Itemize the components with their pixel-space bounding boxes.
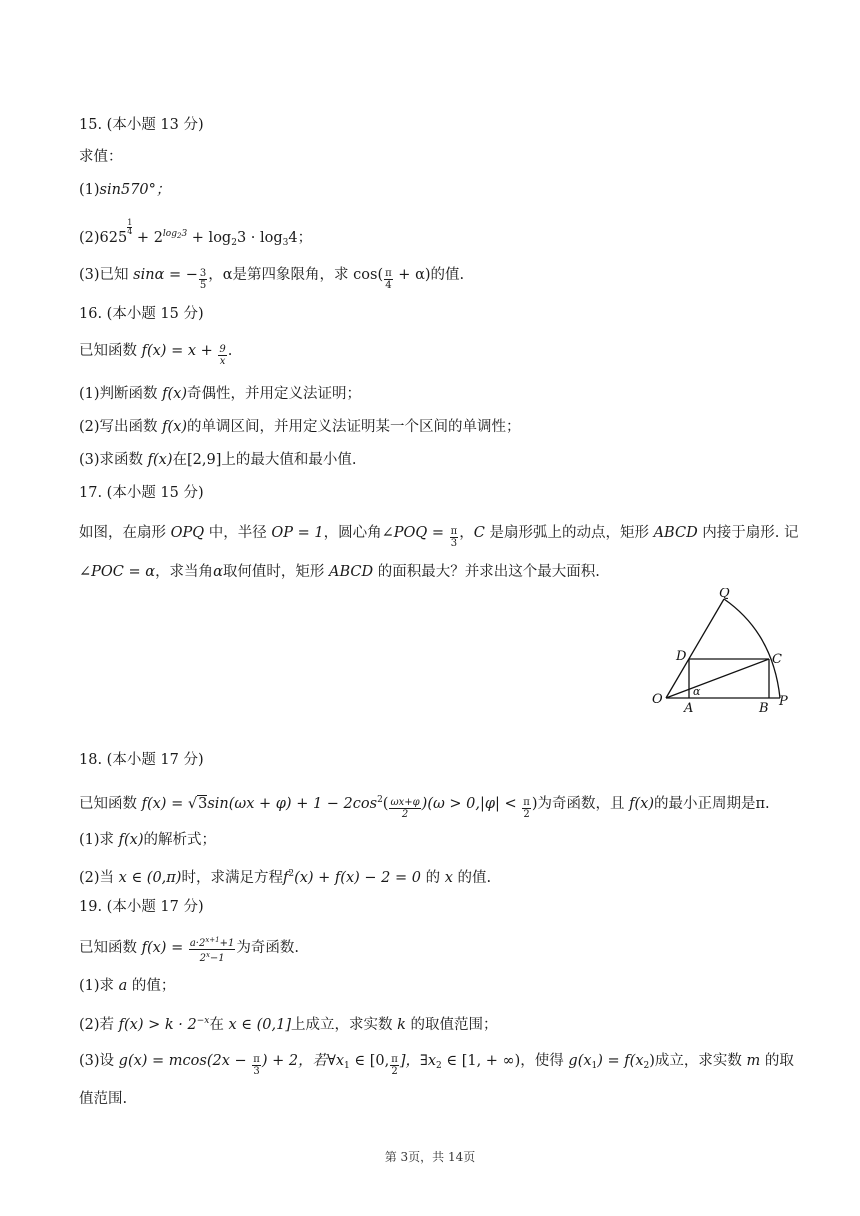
math-expr: f(x) <box>162 419 188 435</box>
exp: 2 <box>377 795 383 805</box>
q15-part3 <box>79 264 789 291</box>
math-expr: f(x) <box>147 452 173 468</box>
text: 的取 <box>760 1053 794 1069</box>
math-expr: α <box>213 564 223 580</box>
q19-intro <box>79 935 789 964</box>
math-expr: x <box>444 870 453 886</box>
q15-header: 15. (本小题 13 分) <box>79 117 204 133</box>
q17-header: 17. (本小题 15 分) <box>79 485 204 501</box>
math-expr: ∈ [1, + ∞)，使得 <box>441 1053 569 1069</box>
frac-num <box>189 935 236 950</box>
text: 的值. <box>452 870 492 886</box>
frac-den: 5 <box>199 280 207 291</box>
segment-oc <box>666 659 769 698</box>
exp-log-base: 2 <box>176 232 182 240</box>
subscript: 1 <box>344 1061 350 1071</box>
exp-log-text: log <box>162 229 177 239</box>
text: (1)判断函数 <box>79 386 163 402</box>
fraction <box>450 526 459 549</box>
fraction <box>389 797 420 820</box>
q15-intro: 求值： <box>79 149 123 165</box>
num-base: a·2 <box>189 938 206 949</box>
q19-header: 19. (本小题 17 分) <box>79 899 204 915</box>
frac-num: 3 <box>199 268 207 279</box>
frac-num: π <box>523 797 530 808</box>
text: (3)求函数 <box>79 452 148 468</box>
text: 的 <box>420 870 445 886</box>
math-expr: f <box>282 870 289 886</box>
frac-den: 2 <box>401 809 409 820</box>
frac-den: 2 <box>391 1066 398 1077</box>
math-expr: k <box>397 1017 406 1033</box>
text: (2)若 <box>79 1017 119 1033</box>
page-footer: 第 3页，共 14页 <box>384 1150 476 1164</box>
text: . <box>227 343 233 359</box>
text: )成立，求实数 <box>649 1053 747 1069</box>
text: 上成立，求实数 <box>290 1017 398 1033</box>
frac-num: π <box>391 1054 398 1065</box>
label-a: A <box>684 701 694 713</box>
math-expr: sinα = − <box>133 267 198 283</box>
q16-intro <box>79 340 789 367</box>
math-expr: f(x) = <box>141 796 188 812</box>
q18-line1 <box>79 789 789 820</box>
log-base: 2 <box>231 238 237 248</box>
fraction <box>199 268 207 291</box>
text: 在[2,9]上的最大值和最小值. <box>172 452 357 468</box>
text: ，求当角 <box>155 564 214 580</box>
math-expr: ) = f(x <box>597 1053 644 1069</box>
math-expr: g(x <box>568 1053 592 1069</box>
fraction <box>390 1054 399 1077</box>
math-expr: ) + 2 <box>261 1053 299 1069</box>
math-op: + log <box>187 230 232 246</box>
math-expr: g(x) = mcos(2x − <box>118 1053 252 1069</box>
math-expr: f(x) > k · 2 <box>118 1017 197 1033</box>
label-p: P <box>779 694 788 709</box>
exp: −x <box>196 1016 210 1026</box>
text: ( <box>382 796 389 812</box>
math-expr: OP = 1 <box>271 525 324 541</box>
subscript: 2 <box>436 1061 442 1071</box>
text: 内接于扇形. 记 <box>697 525 799 541</box>
text: 的面积最大？并求出这个最大面积. <box>373 564 600 580</box>
math-expr: x ∈ (0,1] <box>228 1017 291 1033</box>
text: 为奇函数. <box>236 940 299 956</box>
text: (2)写出函数 <box>79 419 163 435</box>
text: (3)设 <box>79 1053 119 1069</box>
math-expr: ∈ [0, <box>349 1053 390 1069</box>
label-q: Q <box>719 588 730 601</box>
part-label: (2) <box>79 230 100 246</box>
text: ， <box>459 525 474 541</box>
label-alpha: α <box>693 685 701 698</box>
arc-pq <box>724 599 780 698</box>
frac-num: π <box>385 268 392 279</box>
math-expr: ABCD <box>653 525 698 541</box>
math-expr: ，若∀x <box>298 1053 345 1069</box>
text: 是扇形弧上的动点，矩形 <box>484 525 654 541</box>
frac-num: 9 <box>219 344 226 355</box>
label-b: B <box>759 701 769 713</box>
q15-part1 <box>79 179 789 201</box>
math-expr: f(x) <box>629 796 654 812</box>
text: (2)当 <box>79 870 119 886</box>
sqrt-arg: 3 <box>198 796 208 812</box>
frac-num: π <box>450 526 458 537</box>
den-tail: −1 <box>209 953 225 964</box>
frac-num: π <box>253 1054 260 1065</box>
fraction <box>384 268 393 291</box>
q19-part3-cont: 值范围. <box>79 1091 128 1107</box>
q19-part1 <box>79 975 789 997</box>
math-expr: 3 · log <box>236 230 283 246</box>
q18-part2 <box>79 863 789 889</box>
exp: 2 <box>288 869 295 879</box>
fraction <box>252 1054 261 1077</box>
math-expr: m <box>746 1053 761 1069</box>
subscript: 1 <box>591 1061 598 1071</box>
text: 在 <box>209 1017 229 1033</box>
text: 的取值范围； <box>405 1017 498 1033</box>
label-o: O <box>652 692 663 707</box>
math-expr: )(ω > 0,|φ| < <box>421 796 522 812</box>
math-expr: ABCD <box>328 564 374 580</box>
text: 的单调区间，并用定义法证明某一个区间的单调性； <box>187 419 521 435</box>
label-c: C <box>772 652 782 667</box>
math-expr: 4； <box>288 230 313 246</box>
part-label: (1) <box>79 182 100 198</box>
text: 的值； <box>127 978 176 994</box>
text: 奇偶性，并用定义法证明； <box>187 386 362 402</box>
text: 已知函数 <box>79 343 142 359</box>
q19-part3 <box>79 1050 794 1077</box>
math-expr: x ∈ (0,π) <box>118 870 182 886</box>
exp-den: 4 <box>127 227 133 236</box>
q15-part2 <box>79 219 789 254</box>
text: (1)求 <box>79 978 119 994</box>
text: 的最小正周期是π. <box>654 796 770 812</box>
text: (1)求 <box>79 832 119 848</box>
math-expr: ]，∃x <box>399 1053 437 1069</box>
math-expr: f(x) = x + <box>141 343 218 359</box>
math-op: + 2 <box>132 230 163 246</box>
math-expr: f(x) <box>118 832 144 848</box>
text: ，圆心角 <box>323 525 382 541</box>
q17-line2 <box>79 561 789 583</box>
exp-log <box>163 229 187 239</box>
text: 中，半径 <box>204 525 272 541</box>
label-d: D <box>676 649 687 664</box>
frac-den: 4 <box>385 280 392 291</box>
exp-log-arg: 3 <box>181 229 188 239</box>
sector-figure <box>648 588 793 713</box>
frac-den: 2 <box>523 809 530 820</box>
frac-den: 3 <box>253 1066 260 1077</box>
q16-part3 <box>79 449 789 471</box>
math-expr: sin570°； <box>99 182 171 198</box>
frac-num: ωx+φ <box>390 797 420 808</box>
part-label: (3)已知 <box>79 267 134 283</box>
math-expr: a <box>118 978 128 994</box>
math-expr: ∠POC = α <box>79 564 156 580</box>
math-expr: (x) + f(x) − 2 = 0 <box>294 870 421 886</box>
text: 已知函数 <box>79 796 142 812</box>
math-expr: ∠POQ = <box>381 525 449 541</box>
frac-den <box>189 950 236 964</box>
subscript: 2 <box>643 1061 650 1071</box>
q16-header: 16. (本小题 15 分) <box>79 306 204 322</box>
q16-part2 <box>79 416 789 438</box>
num-exp: x+1 <box>205 936 220 944</box>
frac-den: 3 <box>450 538 458 549</box>
exp-num: 1 <box>127 218 133 227</box>
sqrt: √3 <box>187 796 208 812</box>
math-expr: f(x) <box>162 386 188 402</box>
q16-part1 <box>79 383 789 405</box>
num-tail: +1 <box>219 938 235 949</box>
text: 取何值时，矩形 <box>222 564 329 580</box>
q17-line1 <box>79 522 799 549</box>
text: 的解析式； <box>143 832 217 848</box>
text: 时，求满足方程 <box>181 870 283 886</box>
math-num: 625 <box>99 230 128 246</box>
math-expr: sin(ωx + φ) + 1 − 2cos <box>207 796 378 812</box>
den-exp: x <box>205 951 210 959</box>
math-expr: OPQ <box>170 525 205 541</box>
fraction <box>189 935 236 964</box>
radius-oq <box>666 599 724 698</box>
math-expr: C <box>473 525 485 541</box>
frac-den: x <box>219 356 226 367</box>
q18-header: 18. (本小题 17 分) <box>79 752 204 768</box>
fraction <box>218 344 226 367</box>
text: 如图，在扇形 <box>79 525 171 541</box>
log-base: 3 <box>282 238 289 248</box>
math-expr: f(x) = <box>141 940 188 956</box>
text: ，α是第四象限角，求 cos( <box>208 267 384 283</box>
text: 已知函数 <box>79 940 142 956</box>
den-base: 2 <box>199 953 206 964</box>
fraction <box>522 797 531 820</box>
text: + α)的值. <box>393 267 465 283</box>
q19-part2 <box>79 1010 789 1036</box>
text: )为奇函数，且 <box>531 796 630 812</box>
q18-part1 <box>79 829 789 851</box>
